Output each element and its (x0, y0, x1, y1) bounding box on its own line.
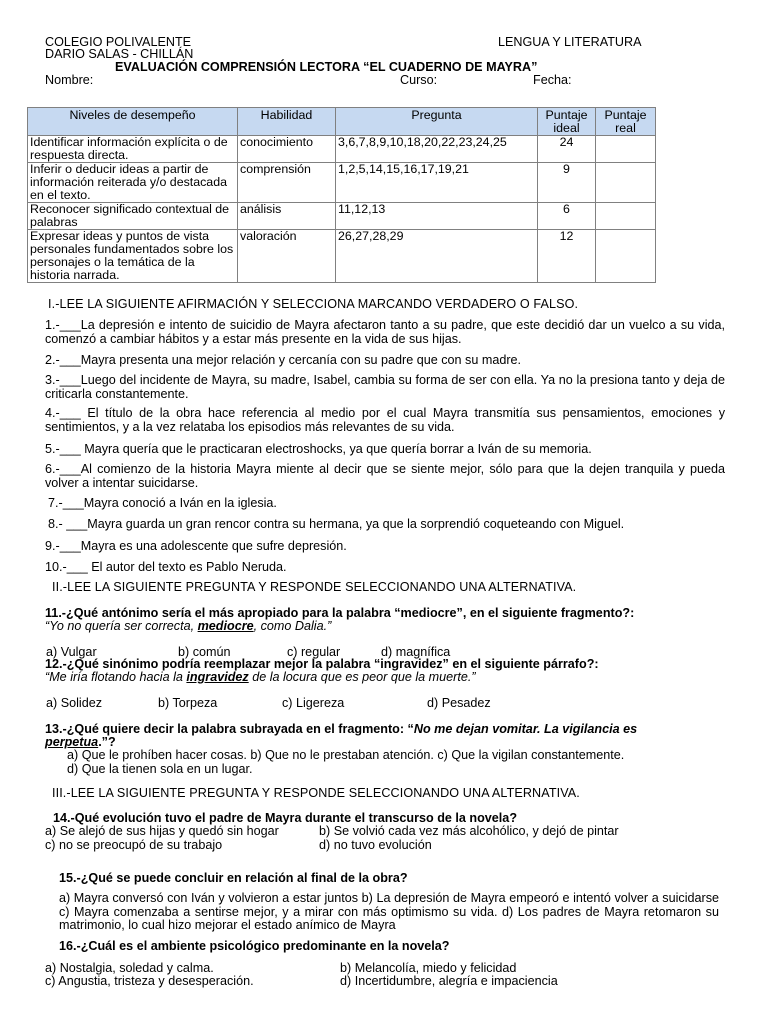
skill-cell: comprensión (238, 163, 336, 203)
question-13-keyword: perpetua (45, 735, 99, 749)
option-14-b[interactable]: b) Se volvió cada vez más alcohólico, y dejó de pintar (319, 824, 619, 838)
options-15[interactable]: a) Mayra conversó con Iván y volvieron a estar juntos b) La depresión de Mayra empeoró e intentó volver a suicidarse c) Mayra comenzaba a sentirse mejor, y a mirar con más optimismo su vida. d) Los padres de Mayra retomaron su matrimonio, lo cual hizo mejorar el estado anímico de Mayra (59, 891, 719, 933)
true-false-item-4[interactable]: 4.-___ El título de la obra hace referencia al medio por el cual Mayra transmitía sus pensamientos, emociones y sentimientos, y a la vez relataba los episodios más relevantes de su vida. (45, 406, 725, 434)
skill-cell: conocimiento (238, 136, 336, 163)
question-12-text-end: en el siguiente párrafo?: (448, 657, 599, 671)
question-12 (45, 657, 599, 671)
table-row (28, 136, 656, 163)
option-16-c[interactable]: c) Angustia, tristeza y desesperación. (45, 974, 254, 988)
question-13 (45, 722, 637, 736)
quote-keyword: ingravidez (186, 670, 249, 684)
course-label: Curso: (400, 73, 438, 87)
school-location: DARIO SALAS - CHILLÁN (45, 47, 194, 61)
ideal-score-cell: 9 (538, 163, 596, 203)
real-score-cell[interactable] (596, 163, 656, 203)
true-false-item-3[interactable]: 3.-___Luego del incidente de Mayra, su madre, Isabel, cambia su forma de ser con ella. Ya no la presiona tanto y deja de criticarla constantemente. (45, 373, 725, 401)
quote-keyword: mediocre (197, 619, 254, 633)
true-false-item-2[interactable]: 2.-___Mayra presenta una mejor relación y cercanía con su padre que con su madre. (45, 353, 522, 367)
ideal-score-cell: 6 (538, 203, 596, 230)
question-11-text-end: , en el siguiente fragmento?: (462, 606, 635, 620)
level-cell: Identificar información explícita o de respuesta directa. (28, 136, 238, 163)
table-row (28, 230, 656, 283)
real-score-cell[interactable] (596, 230, 656, 283)
header-ideal-score: Puntaje ideal (538, 108, 596, 136)
option-16-b[interactable]: b) Melancolía, miedo y felicidad (340, 961, 517, 975)
section-1-title: I.-LEE LA SIGUIENTE AFIRMACIÓN Y SELECCIONA MARCANDO VERDADERO O FALSO. (48, 297, 579, 311)
subject-label: LENGUA Y LITERATURA (498, 35, 642, 49)
question-11-text: 11.-¿Qué antónimo sería el más apropiado para la palabra (45, 606, 395, 620)
questions-cell: 3,6,7,8,9,10,18,20,22,23,24,25 (336, 136, 538, 163)
true-false-item-5[interactable]: 5.-___ Mayra quería que le practicaran electroshocks, ya que quería borrar a Iván de su memoria. (45, 442, 592, 456)
header-real-score: Puntaje real (596, 108, 656, 136)
table-header-row (28, 108, 656, 136)
header-skill: Habilidad (238, 108, 336, 136)
question-13-text-end: .”? (98, 735, 116, 749)
true-false-item-6[interactable]: 6.-___Al comienzo de la historia Mayra miente al decir que se siente mejor, sólo para que la dejen tranquila y pueda volver a intentar suicidarse. (45, 462, 725, 490)
questions-cell: 11,12,13 (336, 203, 538, 230)
options-13-line-2[interactable]: d) Que la tienen sola en un lugar. (67, 762, 253, 776)
quote-text-end: , como Dalia.” (253, 619, 332, 633)
option-12-d[interactable]: d) Pesadez (427, 696, 491, 710)
question-12-quote (45, 670, 476, 684)
level-cell: Expresar ideas y puntos de vista personales fundamentados sobre los personajes o la temática de la historia narrada. (28, 230, 238, 283)
exam-title: EVALUACIÓN COMPRENSIÓN LECTORA “EL CUADERNO DE MAYRA” (115, 60, 538, 74)
table-row (28, 163, 656, 203)
question-13-text: 13.-¿Qué quiere decir la palabra subrayada en el fragmento: “ (45, 722, 414, 736)
quote-text: “Me iría flotando hacia la (45, 670, 187, 684)
question-16: 16.-¿Cuál es el ambiente psicológico predominante en la novela? (59, 939, 450, 953)
option-12-a[interactable]: a) Solidez (46, 696, 103, 710)
quote-text: “Yo no quería ser correcta, (45, 619, 198, 633)
real-score-cell[interactable] (596, 203, 656, 230)
option-14-d[interactable]: d) no tuvo evolución (319, 838, 432, 852)
true-false-item-10[interactable]: 10.-___ El autor del texto es Pablo Neruda. (45, 560, 287, 574)
questions-cell: 1,2,5,14,15,16,17,19,21 (336, 163, 538, 203)
question-11-keyword: “mediocre” (394, 606, 463, 620)
option-16-d[interactable]: d) Incertidumbre, alegría e impaciencia (340, 974, 558, 988)
name-label: Nombre: (45, 73, 94, 87)
option-16-a[interactable]: a) Nostalgia, soledad y calma. (45, 961, 214, 975)
performance-table (27, 107, 656, 283)
option-11-d[interactable]: d) magnífica (381, 645, 451, 659)
level-cell: Inferir o deducir ideas a partir de información reiterada y/o destacada en el texto. (28, 163, 238, 203)
table-row (28, 203, 656, 230)
question-13-continuation (45, 735, 116, 749)
option-14-c[interactable]: c) no se preocupó de su trabajo (45, 838, 223, 852)
section-3-title: III.-LEE LA SIGUIENTE PREGUNTA Y RESPONDE SELECCIONANDO UNA ALTERNATIVA. (52, 786, 580, 800)
quote-text-end: de la locura que es peor que la muerte.” (248, 670, 476, 684)
option-12-b[interactable]: b) Torpeza (158, 696, 218, 710)
header-question: Pregunta (336, 108, 538, 136)
option-11-a[interactable]: a) Vulgar (46, 645, 97, 659)
question-15: 15.-¿Qué se puede concluir en relación al final de la obra? (59, 871, 408, 885)
ideal-score-cell: 24 (538, 136, 596, 163)
true-false-item-9[interactable]: 9.-___Mayra es una adolescente que sufre depresión. (45, 539, 347, 553)
true-false-item-1[interactable]: 1.-___La depresión e intento de suicidio de Mayra afectaron tanto a su padre, que este decidió dar un vuelco a su vida, comenzó a cambiar hábitos y a estar más presente en la vida de sus hijas. (45, 318, 725, 346)
question-14: 14.-Qué evolución tuvo el padre de Mayra durante el transcurso de la novela? (53, 811, 518, 825)
skill-cell: análisis (238, 203, 336, 230)
real-score-cell[interactable] (596, 136, 656, 163)
questions-cell: 26,27,28,29 (336, 230, 538, 283)
ideal-score-cell: 12 (538, 230, 596, 283)
options-13-line-1[interactable]: a) Que le prohíben hacer cosas. b) Que no le prestaban atención. c) Que la vigilan constantemente. (67, 748, 625, 762)
level-cell: Reconocer significado contextual de palabras (28, 203, 238, 230)
header-levels: Niveles de desempeño (28, 108, 238, 136)
question-11-quote (45, 619, 331, 633)
question-12-keyword: “ingravidez” (373, 657, 449, 671)
date-label: Fecha: (533, 73, 572, 87)
question-13-quote: No me dejan vomitar. La vigilancia es (413, 722, 638, 736)
school-name: COLEGIO POLIVALENTE (45, 35, 192, 49)
true-false-item-7[interactable]: 7.-___Mayra conoció a Iván en la iglesia. (48, 496, 277, 510)
section-2-title: II.-LEE LA SIGUIENTE PREGUNTA Y RESPONDE SELECCIONANDO UNA ALTERNATIVA. (52, 580, 577, 594)
option-14-a[interactable]: a) Se alejó de sus hijas y quedó sin hogar (45, 824, 279, 838)
question-11 (45, 606, 634, 620)
option-12-c[interactable]: c) Ligereza (282, 696, 345, 710)
question-12-text: 12.-¿Qué sinónimo podría reemplazar mejor la palabra (45, 657, 374, 671)
option-11-c[interactable]: c) regular (287, 645, 341, 659)
skill-cell: valoración (238, 230, 336, 283)
true-false-item-8[interactable]: 8.- ___Mayra guarda un gran rencor contra su hermana, ya que la sorprendió coqueteando con Miguel. (48, 517, 625, 531)
option-11-b[interactable]: b) común (178, 645, 231, 659)
